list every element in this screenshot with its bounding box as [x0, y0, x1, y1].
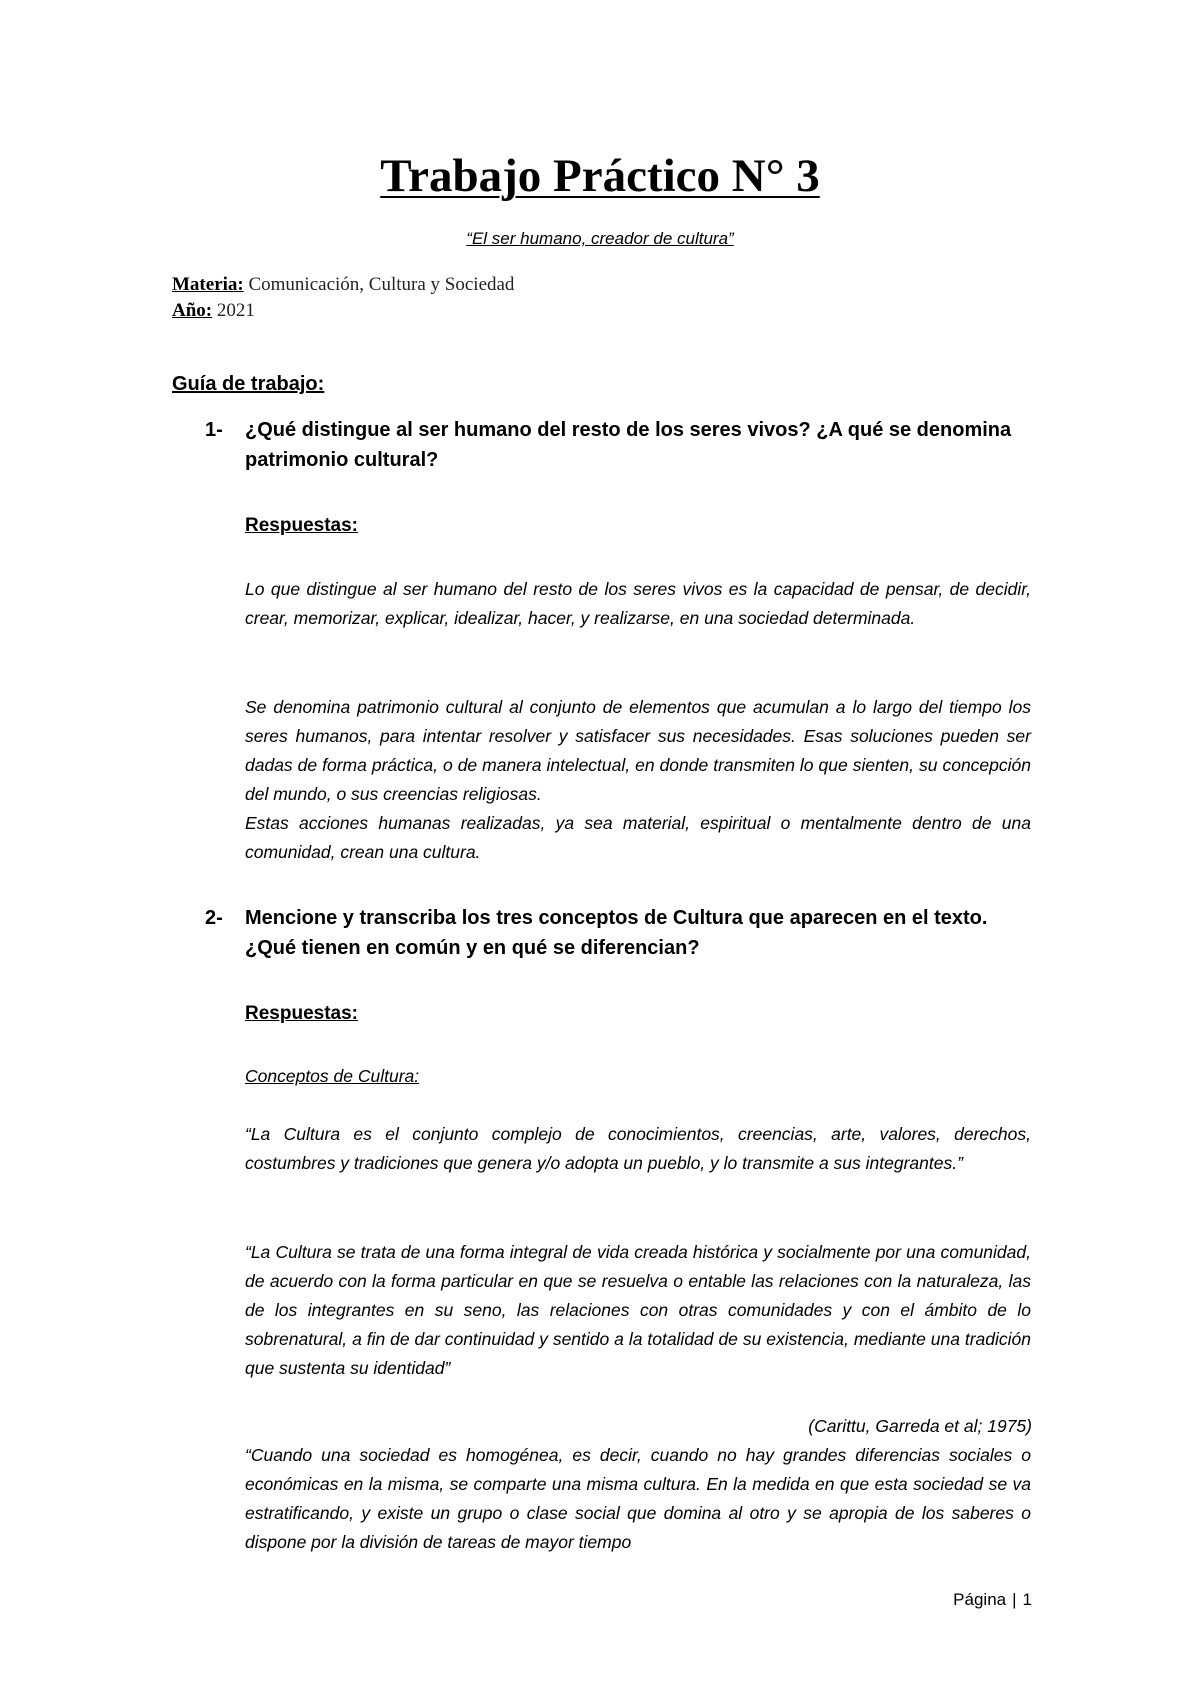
- question-1-answer-paragraph: Lo que distingue al ser humano del resto de los seres vivos es la capacidad de pensar, de decidir, crear, memorizar, explicar, idealizar, hacer, y realizarse, en una sociedad determinada.: [245, 579, 1031, 628]
- subject-line: [172, 272, 514, 298]
- quote-citation: (Carittu, Garreda et al; 1975): [808, 1416, 1032, 1436]
- document-subtitle: “El ser humano, creador de cultura”: [466, 229, 734, 248]
- culture-quote: “La Cultura se trata de una forma integral de vida creada histórica y socialmente por una comunidad, de acuerdo con la forma particular en que se resuelva o entable las relaciones con la naturaleza, las de los integrantes en su seno, las relaciones con otras comunidades y con el ámbito de lo sobrenatural, a fin de dar continuidad y sentido a la totalidad de su existencia, mediante una tradición que sustenta su identidad”: [245, 1242, 1031, 1378]
- subject-value: Comunicación, Cultura y Sociedad: [243, 274, 515, 295]
- page-number: 1: [1022, 1590, 1032, 1609]
- question-1-number: 1-: [205, 419, 223, 441]
- question-1-answer-paragraph: Estas acciones humanas realizadas, ya sea material, espiritual o mentalmente dentro de una comunidad, crean una cultura.: [245, 813, 1031, 862]
- culture-quote: “Cuando una sociedad es homogénea, es decir, cuando no hay grandes diferencias sociales o económicas en la misma, se comparte una misma cultura. En la medida en que esta sociedad se va estratificando, y existe un grupo o clase social que domina al otro y se apropia de los saberes o dispone por la división de tareas de mayor tiempo: [245, 1445, 1031, 1552]
- question-2-text: Mencione y transcriba los tres conceptos de Cultura que aparecen en el texto. ¿Qué tienen en común y en qué se diferencian?: [245, 907, 988, 959]
- question-1-text: ¿Qué distingue al ser humano del resto de los seres vivos? ¿A qué se denomina patrimonio cultural?: [245, 419, 1012, 471]
- document-title: Trabajo Práctico N° 3: [380, 150, 820, 202]
- question-1-answers-label: Respuestas:: [245, 515, 358, 536]
- concepts-label: Conceptos de Cultura:: [245, 1066, 420, 1086]
- year-value: 2021: [212, 300, 255, 321]
- page-separator: |: [1012, 1590, 1017, 1609]
- page-footer: [953, 1588, 1032, 1612]
- page-label: Página: [953, 1590, 1007, 1609]
- culture-quote: “La Cultura es el conjunto complejo de conocimientos, creencias, arte, valores, derechos, costumbres y tradiciones que genera y/o adopta un pueblo, y lo transmite a sus integrantes.”: [245, 1124, 1031, 1173]
- guide-heading: Guía de trabajo:: [172, 373, 325, 395]
- subject-label: Materia:: [172, 274, 244, 295]
- year-line: [172, 298, 255, 324]
- question-1-answer-paragraph: Se denomina patrimonio cultural al conjunto de elementos que acumulan a lo largo del tiempo los seres humanos, para intentar resolver y satisfacer sus necesidades. Esas soluciones pueden ser dadas de forma práctica, o de manera intelectual, en donde transmiten lo que sienten, su concepción del mundo, o sus creencias religiosas.: [245, 697, 1031, 804]
- question-2-answers-label: Respuestas:: [245, 1003, 358, 1024]
- question-2-number: 2-: [205, 907, 223, 929]
- year-label: Año:: [172, 300, 213, 321]
